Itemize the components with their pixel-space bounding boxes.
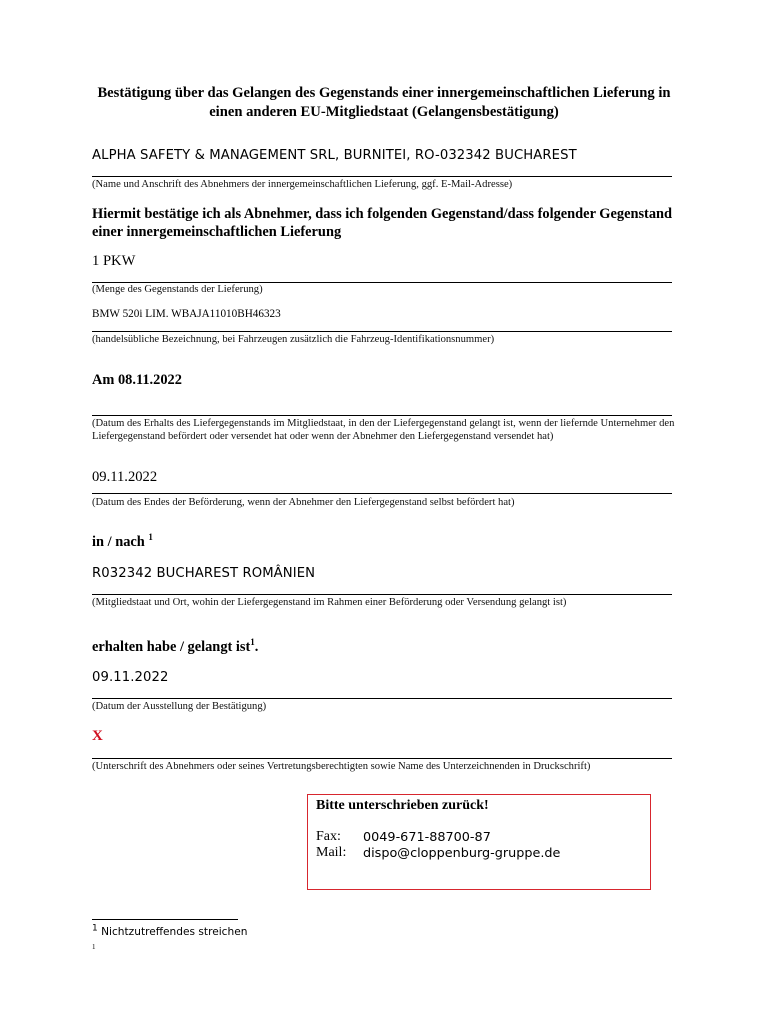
signature-line[interactable] (92, 758, 672, 759)
mail-row (316, 845, 561, 861)
quantity-value: 1 PKW (92, 253, 136, 269)
destination-line (92, 594, 672, 595)
received-label (92, 639, 258, 656)
issue-date-line (92, 698, 672, 699)
description-caption: (handelsübliche Bezeichnung, bei Fahrzeugen zusätzlich die Fahrzeug-Identifikationsnummer) (92, 334, 495, 345)
signature-mark: X (92, 728, 103, 744)
quantity-line (92, 282, 672, 283)
fax-label: Fax: (316, 829, 341, 844)
receipt-date-caption: (Datum des Erhalts des Liefergegenstands im Mitgliedstaat, in den der Liefergegenstand gelangt ist, wenn der liefernde Unternehmer den Liefergegenstand befördert oder versendet hat oder wenn der Abnehmer den Liefergegenstand versendet hat) (92, 418, 675, 442)
recipient-value: ALPHA SAFETY & MANAGEMENT SRL, BURNITEI, RO-032342 BUCHAREST (92, 148, 577, 163)
footnote-separator (92, 919, 238, 920)
confirmation-text: Hiermit bestätige ich als Abnehmer, dass ich folgenden Gegenstand/dass folgender Gegenstand einer innergemeinschaftlichen Lieferung (92, 206, 673, 240)
footnote-number: 1 (92, 923, 98, 934)
mail-value[interactable]: dispo@cloppenburg-gruppe.de (363, 846, 561, 861)
footnote-ref: 1 (148, 532, 153, 543)
return-box-title: Bitte unterschrieben zurück! (316, 798, 489, 813)
received-text: erhalten habe / gelangt ist (92, 639, 251, 655)
stray-footnote-mark: 1 (92, 943, 96, 951)
transport-end-line (92, 493, 672, 494)
receipt-date-value: Am 08.11.2022 (92, 372, 182, 388)
description-value: BMW 520i LIM. WBAJA11010BH46323 (92, 308, 281, 320)
description-line (92, 331, 672, 332)
footnote-text: Nichtzutreffendes streichen (101, 926, 248, 938)
in-nach-text: in / nach (92, 534, 149, 550)
recipient-line (92, 176, 672, 177)
receipt-date-line (92, 415, 672, 416)
fax-row (316, 829, 491, 845)
destination-caption: (Mitgliedstaat und Ort, wohin der Liefergegenstand im Rahmen einer Beförderung oder Versendung gelangt ist) (92, 597, 567, 608)
transport-end-value: 09.11.2022 (92, 469, 158, 485)
issue-date-caption: (Datum der Ausstellung der Bestätigung) (92, 701, 267, 712)
in-nach-label (92, 534, 153, 551)
footnote (92, 923, 248, 938)
issue-date-value: 09.11.2022 (92, 670, 169, 685)
destination-value: R032342 BUCHAREST ROMÂNIEN (92, 566, 316, 581)
document-title: Bestätigung über das Gelangen des Gegenstands einer innergemeinschaftlichen Lieferung in einen anderen EU-Mitgliedstaat (Gelangensbestätigung) (97, 85, 671, 120)
transport-end-caption: (Datum des Endes der Beförderung, wenn der Abnehmer den Liefergegenstand selbst befördert hat) (92, 497, 515, 508)
fax-value: 0049-671-88700-87 (363, 830, 491, 845)
received-suffix: . (254, 639, 259, 655)
recipient-caption: (Name und Anschrift des Abnehmers der innergemeinschaftlichen Lieferung, ggf. E-Mail-Adresse) (92, 179, 513, 190)
mail-label: Mail: (316, 845, 347, 860)
quantity-caption: (Menge des Gegenstands der Lieferung) (92, 284, 263, 295)
signature-caption: (Unterschrift des Abnehmers oder seines Vertretungsberechtigten sowie Name des Unterzeichnenden in Druckschrift) (92, 761, 591, 772)
footnote-ref: 1 (250, 637, 255, 648)
